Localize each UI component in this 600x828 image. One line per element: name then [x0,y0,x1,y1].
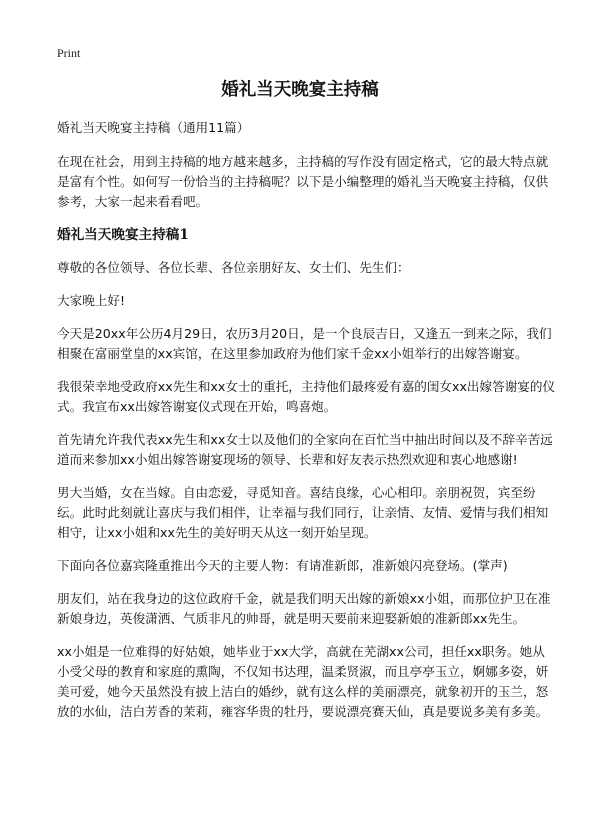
paragraph-welcome-thanks: 首先请允许我代表xx先生和xx女士以及他们的全家向在百忙当中抽出时间以及不辞辛苦远道而来参加xx小姐出嫁答谢宴现场的领导、长辈和好友表示热烈欢迎和衷心地感谢! [57,432,553,467]
paragraph-ceremony-start: 我很荣幸地受政府xx先生和xx女士的重托，主持他们最疼爱有嘉的闺女xx出嫁答谢宴的仪式。我宣布xx出嫁答谢宴仪式现在开始，鸣喜炮。 [57,379,556,414]
document-subtitle: 婚礼当天晚宴主持稿（通用11篇） [57,120,250,135]
page-title: 婚礼当天晚宴主持稿 [221,80,379,100]
paragraph-introduce-couple: 下面向各位嘉宾隆重推出今天的主要人物：有请准新郎，准新娘闪亮登场。(掌声) [57,558,508,573]
paragraph-date-venue: 今天是20xx年公历4月29日，农历3月20日，是一个良辰吉日，又逢五一到来之际，我们相聚在富丽堂皇的xx宾馆，在这里参加政府为他们家千金xx小姐举行的出嫁答谢宴。 [57,326,552,361]
paragraph-marriage-blessing: 男大当婚，女在当嫁。自由恋爱，寻觅知音。喜结良缘，心心相印。亲朋祝贺，宾至纷纭。此时此刻就让喜庆与我们相伴，让幸福与我们同行，让亲情、友情、爱情与我们相知相守，让xx小姐和xx先生的美好明天从这一刻开始呈现。 [57,485,549,540]
intro-paragraph: 在现在社会，用到主持稿的地方越来越多，主持稿的写作没有固定格式，它的最大特点就是富有个性。如何写一份恰当的主持稿呢？以下是小编整理的婚礼当天晚宴主持稿，仅供参考，大家一起来看看吧。 [57,154,549,209]
print-link[interactable]: Print [57,46,81,60]
paragraph-greeting-audience: 尊敬的各位领导、各位长辈、各位亲朋好友、女士们、先生们： [57,260,410,275]
paragraph-good-evening: 大家晚上好! [57,293,126,308]
document-body [57,118,557,735]
paragraph-bride-description: xx小姐是一位难得的好姑娘，她毕业于xx大学，高就在芜湖xx公司，担任xx职务。她从小受父母的教育和家庭的熏陶，不仅知书达理，温柔贤淑，而且亭亭玉立，婀娜多姿，妍美可爱，她今天虽然没有披上洁白的婚纱，就有这么样的美丽漂亮，就象初开的玉兰，怒放的水仙，洁白芳香的茉莉，雍容华贵的牡丹，要说漂亮赛天仙，真是要说多美有多美。 [57,644,549,719]
paragraph-bride-groom: 朋友们，站在我身边的这位政府千金，就是我们明天出嫁的新娘xx小姐，而那位护卫在准新娘身边，英俊潇洒、气质非凡的帅哥，就是明天要前来迎娶新娘的准新郎xx先生。 [57,591,551,626]
section-heading: 婚礼当天晚宴主持稿1 [57,227,189,243]
